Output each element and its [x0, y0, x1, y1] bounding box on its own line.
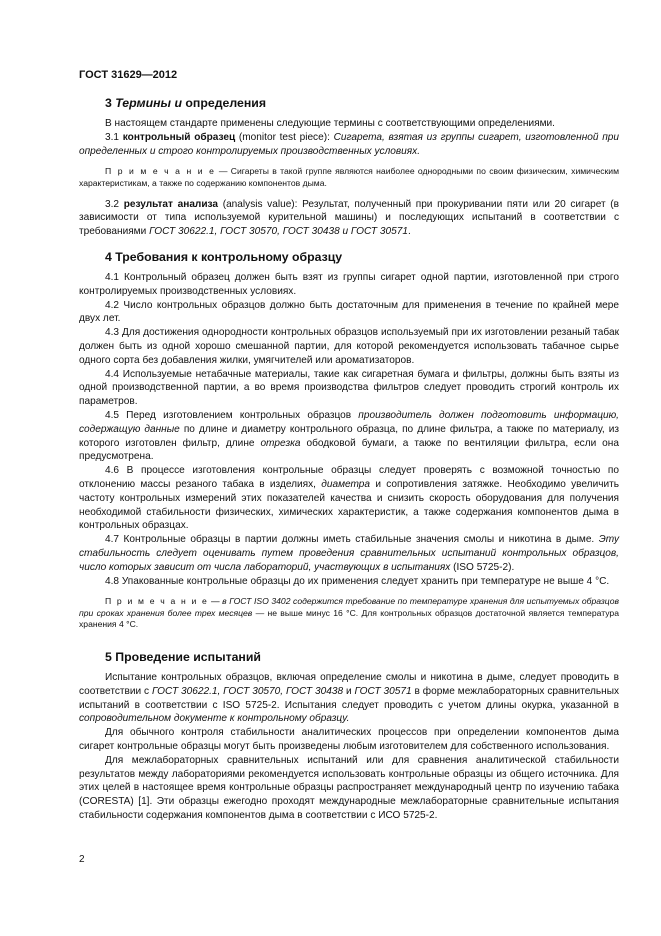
para-5-3: Для межлабораторных сравнительных испытаний или для сравнения аналитической стабильности результатов между лабораториями рекомендуется использовать контрольные образцы из общего источника. Для этих целей в настоящее время контрольные образцы распространяет международный центр по изучению табака (CORESTA) [1]. Эти образцы ежегодно проходят международные межлабораторные сравнительные испытания стабильности содержания компонентов дыма в соответствии с ИСО 5725-2.	[79, 754, 619, 822]
term-3-1: 3.1 контрольный образец (monitor test piece): Сигарета, взятая из группы сигарет, изготовленной при определенных и строго контролируемых производственных условиях.	[79, 131, 619, 157]
para-4-1: 4.1 Контрольный образец должен быть взят из группы сигарет одной партии, изготовленной при строго контролируемых производственных условиях.	[79, 271, 619, 297]
page-number: 2	[79, 854, 85, 865]
para-4-7: 4.7 Контрольные образцы в партии должны иметь стабильные значения смолы и никотина в дыме. Эту стабильность следует оценивать путем проведения сравнительных испытаний контрольных образцов, число которых зависит от числа лабораторий, участвующих в испытаниях (ISO 5725-2).	[79, 534, 619, 573]
para-4-2: 4.2 Число контрольных образцов должно быть достаточным для применения в течение по крайней мере двух лет.	[79, 299, 619, 325]
section-5-heading: 5 Проведение испытаний	[105, 650, 261, 665]
section-3-intro: В настоящем стандарте применены следующие термины с соответствующими определениями.	[105, 118, 555, 129]
para-4-8: 4.8 Упакованные контрольные образцы до их применения следует хранить при температуре не выше 4 °С.	[105, 575, 610, 587]
para-4-4: 4.4 Используемые нетабачные материалы, такие как сигаретная бумага и фильтры, должны быть взяты из одной производственной партии, а во время производства фильтров следует проводить строгий контроль их параметров.	[79, 368, 619, 408]
document-body	[79, 95, 619, 823]
para-4-5: 4.5 Перед изготовлением контрольных образцов производитель должен подготовить информацию, содержащую данные по длине и диаметру контрольного образца, по длине фильтра, а также по материалу, из которого изготовлен фильтр, длине отрезка ободковой бумаги, а также по вентиляции фильтра, если она предусмотрена.	[79, 409, 619, 463]
section-4-heading: 4 Требования к контрольному образцу	[105, 249, 343, 264]
para-4-3: 4.3 Для достижения однородности контрольных образцов используемый при их изготовлении резаный табак должен быть из одной хорошо смешанной партии, для которой рекомендуется использовать табачное сырье одного сорта без добавления жилки, умягчителей или ароматизаторов.	[79, 327, 619, 366]
document-header: ГОСТ 31629—2012	[79, 69, 178, 81]
term-3-2: 3.2 результат анализа (analysis value): Результат, полученный при прокуривании пяти или 20 сигарет (в зависимости от типа используемой курительной машины) и последующих испытаний в соответствии с требованиями ГОСТ 30622.1, ГОСТ 30570, ГОСТ 30438 и ГОСТ 30571.	[79, 198, 620, 238]
note-1: П р и м е ч а н и е — Сигареты в такой группе являются наиболее однородными по своим физическим, химическим характеристикам, а также по содержанию компонентов дыма.	[79, 166, 619, 188]
para-5-1: Испытание контрольных образцов, включая определение смолы и никотина в дыме, следует проводить в соответствии с ГОСТ 30622.1, ГОСТ 30570, ГОСТ 30438 и ГОСТ 30571 в форме межлабораторных сравнительных испытаний в соответствии с ISO 5725-2. Испытания следует проводить с учетом длины окурка, указанной в сопроводительном документе к контрольному образцу.	[79, 672, 620, 725]
para-4-6: 4.6 В процессе изготовления контрольные образцы следует проверять с возможной точностью по отклонению массы резаного табака в изделиях, диаметра и сопротивления затяжке. Необходимо увеличить частоту контрольных измерений этих показателей качества и снизить скорость оборудования для получения необходимой стабильности физических, химических характеристик, а также содержания компонентов дыма в контрольных образцах.	[79, 465, 619, 532]
section-3-heading: 3 Термины и определения	[105, 96, 266, 110]
para-5-2: Для обычного контроля стабильности аналитических процессов при определении компонентов дыма сигарет контрольные образцы могут быть произведены любым изготовителем для собственного использования.	[79, 727, 619, 753]
note-2: П р и м е ч а н и е — в ГОСТ ISO 3402 содержится требование по температуре хранения для испытуемых образцов при сроках хранения более трех месяцев — не выше минус 16 °С. Для контрольных образцов достаточной является температура хранения 4 °С.	[79, 596, 619, 630]
